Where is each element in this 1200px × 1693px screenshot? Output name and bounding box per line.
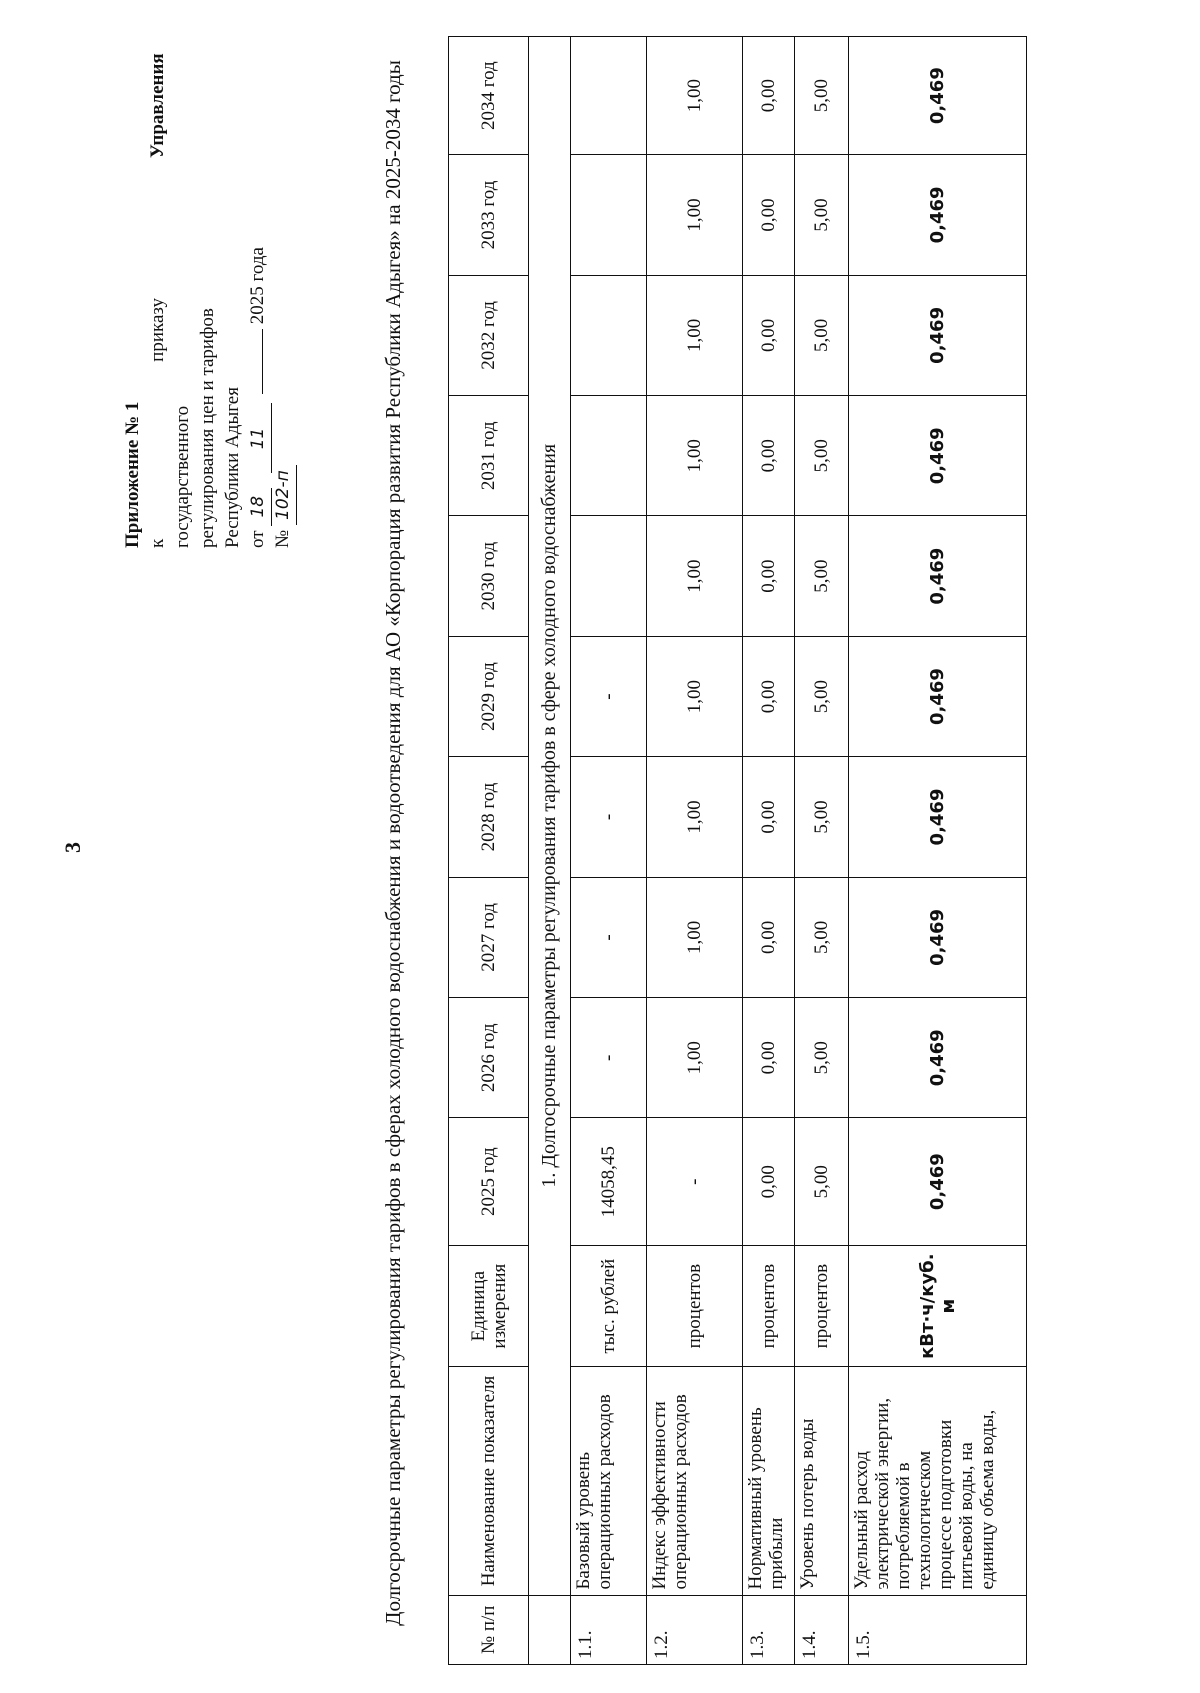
header-unit: Единица измерения	[449, 1245, 529, 1367]
row-value: -	[571, 636, 647, 756]
row-value: 1,00	[647, 396, 743, 516]
table-row	[849, 37, 1027, 1665]
section-row	[529, 37, 571, 1665]
header-year: 2028 год	[449, 757, 529, 877]
row-value: 5,00	[795, 396, 849, 516]
row-num: 1.5.	[849, 1595, 1027, 1664]
row-name: Индекс эффективности операционных расходов	[647, 1367, 743, 1595]
appendix-title: Приложение № 1	[122, 401, 143, 548]
row-value: 1,00	[647, 757, 743, 877]
row-value: 0,00	[743, 275, 795, 395]
header-year: 2025 год	[449, 1118, 529, 1245]
row-value: 0,00	[743, 877, 795, 997]
appendix-line2: к приказу	[147, 298, 168, 548]
row-value: 1,00	[647, 275, 743, 395]
row-name: Уровень потерь воды	[795, 1367, 849, 1595]
header-year: 2033 год	[449, 155, 529, 275]
row-value: 1,00	[647, 155, 743, 275]
row-value: 0,469	[849, 37, 1027, 155]
row-value: 0,00	[743, 1118, 795, 1245]
row-value: 0,00	[743, 396, 795, 516]
header-name: Наименование показателя	[449, 1367, 529, 1595]
row-value: 5,00	[795, 636, 849, 756]
table-row	[647, 37, 743, 1665]
appendix-line5: Республики Адыгея	[222, 387, 243, 548]
row-value: 1,00	[647, 516, 743, 636]
row-num: 1.2.	[647, 1595, 743, 1664]
row-value: 5,00	[795, 37, 849, 155]
row-value	[571, 275, 647, 395]
row-value: 0,469	[849, 998, 1027, 1118]
table-row	[743, 37, 795, 1665]
row-value	[571, 155, 647, 275]
row-value: 5,00	[795, 155, 849, 275]
row-num: 1.1.	[571, 1595, 647, 1664]
row-value: 0,469	[849, 757, 1027, 877]
row-value: 5,00	[795, 877, 849, 997]
row-value: 5,00	[795, 757, 849, 877]
section-title: 1. Долгосрочные параметры регулирования тарифов в сфере холодного водоснабжения	[529, 37, 571, 1596]
row-value: 0,00	[743, 636, 795, 756]
appendix-line3: государственного	[172, 405, 193, 548]
row-value: 5,00	[795, 998, 849, 1118]
document-title: Долгосрочные параметры регулирования тарифов в сферах холодного водоснабжения и водоотведения для АО «Корпорация развития Республики Адыгея» на 2025-2034 годы	[381, 60, 405, 1626]
row-num: 1.4.	[795, 1595, 849, 1664]
row-unit: кВт·ч/куб. м	[849, 1245, 1027, 1367]
row-value: 1,00	[647, 877, 743, 997]
appendix-number: № 102-п	[270, 78, 295, 548]
row-unit: процентов	[647, 1245, 743, 1367]
header-year: 2031 год	[449, 396, 529, 516]
row-unit: процентов	[795, 1245, 849, 1367]
row-value: 1,00	[647, 37, 743, 155]
row-value: 0,469	[849, 636, 1027, 756]
order-number: 102-п	[271, 465, 297, 525]
date-month: 11	[246, 403, 272, 473]
row-value: 0,469	[849, 155, 1027, 275]
date-year: 2025 года	[247, 247, 268, 325]
row-value	[571, 396, 647, 516]
row-value: 0,469	[849, 877, 1027, 997]
row-num: 1.3.	[743, 1595, 795, 1664]
header-year: 2027 год	[449, 877, 529, 997]
row-unit: тыс. рублей	[571, 1245, 647, 1367]
row-value	[571, 516, 647, 636]
row-value: 5,00	[795, 1118, 849, 1245]
header-year: 2032 год	[449, 275, 529, 395]
row-name: Удельный расход электрической энергии, потребляемой в технологическом процессе подготовки питьевой воды, на единицу объема воды,	[849, 1367, 1027, 1595]
row-unit: процентов	[743, 1245, 795, 1367]
row-value: 5,00	[795, 516, 849, 636]
appendix-line4: регулирования цен и тарифов	[197, 308, 218, 548]
row-value: 0,469	[849, 1118, 1027, 1245]
header-year: 2034 год	[449, 37, 529, 155]
row-value: 0,00	[743, 516, 795, 636]
row-value: 0,00	[743, 155, 795, 275]
row-value: -	[571, 877, 647, 997]
row-value: -	[647, 1118, 743, 1245]
row-name: Базовый уровень операционных расходов	[571, 1367, 647, 1595]
row-value: -	[571, 998, 647, 1118]
row-value: -	[571, 757, 647, 877]
parameters-table	[448, 36, 1027, 1665]
row-value: 14058,45	[571, 1118, 647, 1245]
row-value	[571, 37, 647, 155]
row-name: Нормативный уровень прибыли	[743, 1367, 795, 1595]
row-value: 0,469	[849, 275, 1027, 395]
row-value: 1,00	[647, 636, 743, 756]
row-value: 5,00	[795, 275, 849, 395]
header-year: 2030 год	[449, 516, 529, 636]
header-year: 2029 год	[449, 636, 529, 756]
row-value: 0,00	[743, 37, 795, 155]
table-header-row	[449, 37, 529, 1665]
header-num: № п/п	[449, 1595, 529, 1664]
appendix-header	[120, 53, 295, 548]
date-day: 18	[246, 488, 272, 526]
row-value: 0,00	[743, 998, 795, 1118]
page-number: 3	[60, 842, 85, 853]
header-year: 2026 год	[449, 998, 529, 1118]
row-value: 0,469	[849, 396, 1027, 516]
row-value: 0,00	[743, 757, 795, 877]
appendix-org: Управления	[147, 53, 168, 158]
appendix-date: от 18 11 2025 года	[245, 78, 270, 548]
table-row	[795, 37, 849, 1665]
row-value: 1,00	[647, 998, 743, 1118]
table-row	[571, 37, 647, 1665]
row-value: 0,469	[849, 516, 1027, 636]
